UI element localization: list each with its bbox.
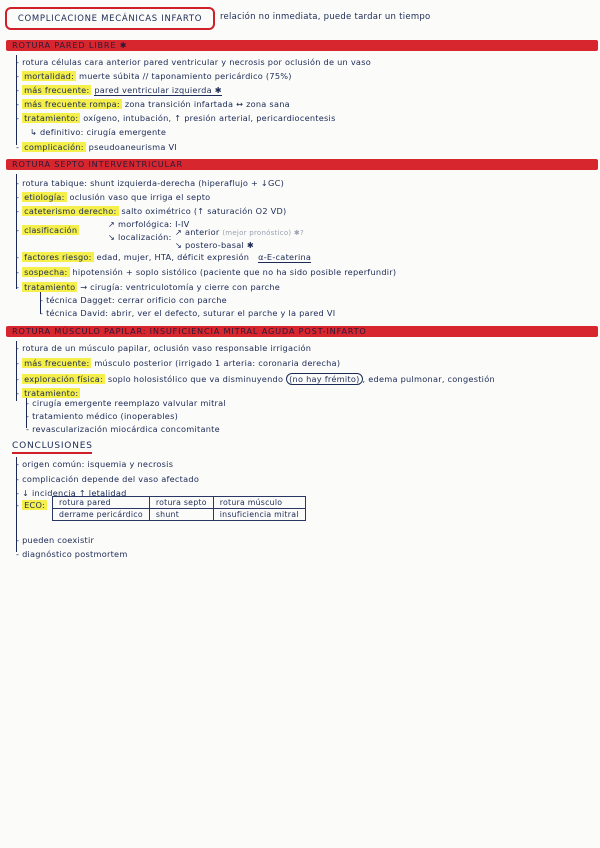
- page-title: COMPLICACIONE MECÁNICAS INFARTO: [5, 7, 215, 30]
- concl-line-3: - ↓ incidencia ↑ letalidad: [16, 488, 127, 498]
- pared-line-7: - complicación: pseudoaneurisma VI: [16, 142, 178, 152]
- papilar-line-5: - cirugía emergente reemplazo valvular mitral: [26, 398, 226, 408]
- papilar-line-6: - tratamiento médico (inoperables): [26, 411, 179, 421]
- pared-line-6: ↳ definitivo: cirugía emergente: [30, 127, 167, 137]
- septo-class-loc: ↘ localización:: [108, 232, 172, 242]
- septo-class-morph: ↗ morfológica: I-IV: [108, 219, 190, 229]
- table-cell: insuficiencia mitral: [213, 509, 305, 521]
- septo-class-anterior: ↗ anterior (mejor pronóstico) ✱?: [175, 227, 304, 237]
- septo-line-5: - factores riesgo: edad, mujer, HTA, déficit expresión α-E-caterina: [16, 252, 312, 262]
- table-cell: rotura pared: [53, 497, 150, 509]
- section-heading-septo: ROTURA SEPTO INTERVENTRICULAR: [6, 159, 598, 170]
- concl-eco-label: - ECO:: [16, 500, 46, 510]
- pared-line-2: - mortalidad: muerte súbita // taponamiento pericárdico (75%): [16, 71, 292, 81]
- title-note: relación no inmediata, puede tardar un tiempo: [220, 12, 431, 22]
- section-heading-conclusiones: CONCLUSIONES: [12, 441, 93, 451]
- papilar-line-4: - tratamiento:: [16, 388, 79, 398]
- papilar-line-2: - más frecuente: músculo posterior (irrigado 1 arteria: coronaria derecha): [16, 358, 341, 368]
- section-heading-papilar: ROTURA MÚSCULO PAPILAR: INSUFICIENCIA MITRAL AGUDA POST-INFARTO: [6, 326, 598, 337]
- septo-line-4: - clasificación: [16, 225, 78, 235]
- table-cell: derrame pericárdico: [53, 509, 150, 521]
- concl-line-4: - pueden coexistir: [16, 535, 95, 545]
- section-heading-pared: ROTURA PARED LIBRE ✱: [6, 40, 598, 51]
- table-row: [53, 497, 306, 509]
- papilar-line-3: - exploración física: soplo holosistólico que va disminuyendo (no hay frémito) , edema pulmonar, congestión: [16, 374, 495, 384]
- table-cell: shunt: [149, 509, 213, 521]
- septo-line-2: - etiología: oclusión vaso que irriga el septo: [16, 192, 211, 202]
- table-cell: rotura músculo: [213, 497, 305, 509]
- septo-line-7: - tratamiento → cirugía: ventriculotomía y cierre con parche: [16, 282, 281, 292]
- septo-line-1: - rotura tabique: shunt izquierda-derecha (hiperaflujo + ↓GC): [16, 178, 285, 188]
- concl-line-5: - diagnóstico postmortem: [16, 549, 128, 559]
- pared-line-1: - rotura células cara anterior pared ventricular y necrosis por oclusión de un vaso: [16, 57, 371, 67]
- septo-class-postero: ↘ postero-basal ✱: [175, 240, 254, 250]
- papilar-line-1: - rotura de un músculo papilar, oclusión vaso responsable irrigación: [16, 343, 312, 353]
- septo-line-9: - técnica David: abrir, ver el defecto, suturar el parche y la pared VI: [40, 308, 336, 318]
- table-cell: rotura septo: [149, 497, 213, 509]
- papilar-line-7: - revascularización miocárdica concomitante: [26, 424, 220, 434]
- pared-line-5: - tratamiento: oxígeno, intubación, ↑ presión arterial, pericardiocentesis: [16, 113, 336, 123]
- concl-line-1: - origen común: isquemia y necrosis: [16, 459, 174, 469]
- septo-line-3: - cateterismo derecho: salto oximétrico (↑ saturación O2 VD): [16, 206, 287, 216]
- septo-line-8: - técnica Dagget: cerrar orificio con parche: [40, 295, 227, 305]
- pared-line-4: - más frecuente rompa: zona transición infartada ↔ zona sana: [16, 99, 290, 109]
- table-row: [53, 509, 306, 521]
- pared-line-3: - más frecuente: pared ventricular izquierda ✱: [16, 85, 222, 95]
- heading-underline: [12, 452, 92, 454]
- concl-line-2: - complicación depende del vaso afectado: [16, 474, 200, 484]
- eco-table: [52, 496, 306, 521]
- septo-line-6: - sospecha: hipotensión + soplo sistólico (paciente que no ha sido posible reperfundir): [16, 267, 397, 277]
